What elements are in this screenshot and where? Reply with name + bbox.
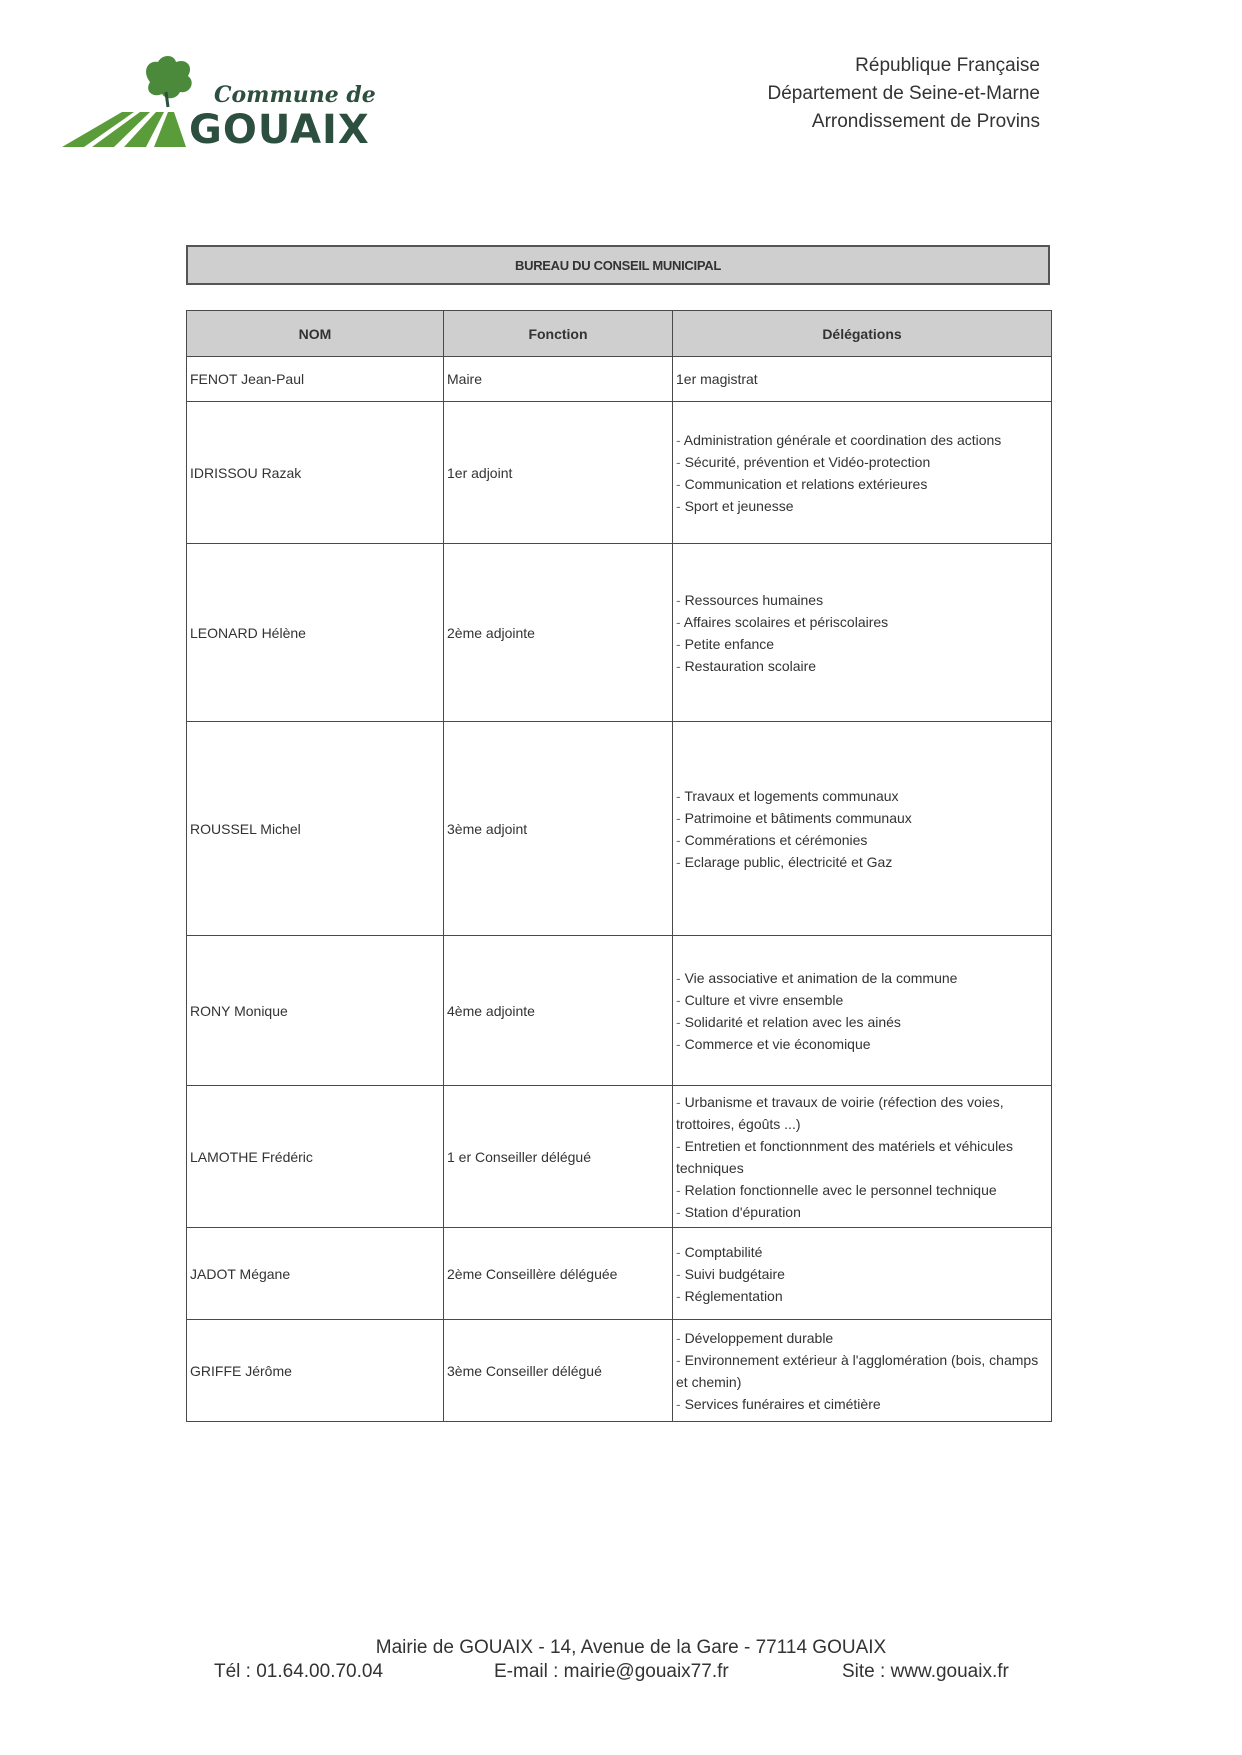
cell-nom: IDRISSOU Razak: [187, 402, 444, 544]
delegation-item: - Commérations et cérémonies: [676, 829, 1048, 851]
header-departement: Département de Seine-et-Marne: [767, 83, 1040, 104]
delegation-item: - Environnement extérieur à l'agglomération (bois, champs et chemin): [676, 1349, 1048, 1393]
logo-gouaix: GOUAIX: [189, 107, 370, 153]
delegation-list: [676, 429, 1048, 517]
table-row: [187, 722, 1052, 936]
column-header-fonction: Fonction: [444, 311, 673, 357]
footer-site: Site : www.gouaix.fr: [842, 1661, 1009, 1682]
cell-fonction: 1er adjoint: [444, 402, 673, 544]
delegation-item: - Affaires scolaires et périscolaires: [676, 611, 1048, 633]
delegation-item: - Relation fonctionnelle avec le personnel technique: [676, 1179, 1048, 1201]
cell-delegations: [673, 1320, 1052, 1422]
delegation-list: [676, 1241, 1048, 1307]
delegation-item: - Vie associative et animation de la commune: [676, 967, 1048, 989]
delegation-item: - Réglementation: [676, 1285, 1048, 1307]
cell-fonction: 1 er Conseiller délégué: [444, 1086, 673, 1228]
delegation-item: - Sécurité, prévention et Vidéo-protection: [676, 451, 1048, 473]
cell-delegations: [673, 402, 1052, 544]
delegation-list: [676, 589, 1048, 677]
cell-delegations: [673, 544, 1052, 722]
cell-nom: JADOT Mégane: [187, 1228, 444, 1320]
delegation-list: [676, 1327, 1048, 1415]
cell-fonction: Maire: [444, 357, 673, 402]
cell-delegations: [673, 1086, 1052, 1228]
administrative-header: [768, 52, 1040, 136]
delegation-item: - Station d'épuration: [676, 1201, 1048, 1223]
delegation-item: - Urbanisme et travaux de voirie (réfection des voies, trottoires, égoûts ...): [676, 1091, 1048, 1135]
delegation-item: - Petite enfance: [676, 633, 1048, 655]
table-body: [187, 357, 1052, 1422]
delegation-item: - Ressources humaines: [676, 589, 1048, 611]
footer-phone: Tél : 01.64.00.70.04: [214, 1661, 384, 1682]
cell-fonction: 2ème adjointe: [444, 544, 673, 722]
delegation-item: - Commerce et vie économique: [676, 1033, 1048, 1055]
table-row: [187, 357, 1052, 402]
document-title: BUREAU DU CONSEIL MUNICIPAL: [515, 257, 721, 273]
delegation-item: - Restauration scolaire: [676, 655, 1048, 677]
table-row: [187, 544, 1052, 722]
document-title-box: [186, 245, 1050, 285]
cell-nom: GRIFFE Jérôme: [187, 1320, 444, 1422]
delegation-item: - Suivi budgétaire: [676, 1263, 1048, 1285]
cell-nom: ROUSSEL Michel: [187, 722, 444, 936]
footer: [0, 1636, 1242, 1684]
delegation-list: [676, 785, 1048, 873]
delegation-list: [676, 967, 1048, 1055]
delegation-item: - Services funéraires et cimétière: [676, 1393, 1048, 1415]
header-arrondissement: Arrondissement de Provins: [811, 111, 1040, 132]
table-row: [187, 1320, 1052, 1422]
footer-email: E-mail : mairie@gouaix77.fr: [494, 1661, 729, 1682]
table-row: [187, 936, 1052, 1086]
delegation-item: - Travaux et logements communaux: [676, 785, 1048, 807]
cell-delegations: 1er magistrat: [673, 357, 1052, 402]
logo-commune-de: Commune de: [214, 82, 376, 108]
cell-nom: RONY Monique: [187, 936, 444, 1086]
cell-delegations: [673, 936, 1052, 1086]
cell-delegations: [673, 1228, 1052, 1320]
table-row: [187, 402, 1052, 544]
table-header-row: [187, 311, 1052, 357]
footer-contacts: [0, 1660, 1242, 1684]
cell-nom: FENOT Jean-Paul: [187, 357, 444, 402]
delegation-item: - Communication et relations extérieures: [676, 473, 1048, 495]
delegation-item: - Développement durable: [676, 1327, 1048, 1349]
delegation-item: - Entretien et fonctionnment des matériels et véhicules techniques: [676, 1135, 1048, 1179]
footer-address: Mairie de GOUAIX - 14, Avenue de la Gare - 77114 GOUAIX: [375, 1637, 887, 1658]
column-header-delegations: Délégations: [673, 311, 1052, 357]
delegation-item: - Administration générale et coordination des actions: [676, 429, 1048, 451]
delegation-list: [676, 1091, 1048, 1223]
cell-fonction: 4ème adjointe: [444, 936, 673, 1086]
delegation-item: - Eclarage public, électricité et Gaz: [676, 851, 1048, 873]
commune-logo: [62, 52, 392, 152]
cell-fonction: 3ème Conseiller délégué: [444, 1320, 673, 1422]
cell-fonction: 2ème Conseillère déléguée: [444, 1228, 673, 1320]
cell-delegations: [673, 722, 1052, 936]
table-row: [187, 1228, 1052, 1320]
column-header-nom: NOM: [187, 311, 444, 357]
cell-nom: LAMOTHE Frédéric: [187, 1086, 444, 1228]
cell-nom: LEONARD Hélène: [187, 544, 444, 722]
scan-mark: [82, 1330, 88, 1350]
bureau-table: [186, 310, 1052, 1422]
delegation-item: - Solidarité et relation avec les ainés: [676, 1011, 1048, 1033]
cell-fonction: 3ème adjoint: [444, 722, 673, 936]
table-row: [187, 1086, 1052, 1228]
delegation-item: - Patrimoine et bâtiments communaux: [676, 807, 1048, 829]
delegation-item: - Sport et jeunesse: [676, 495, 1048, 517]
delegation-item: - Comptabilité: [676, 1241, 1048, 1263]
delegation-item: - Culture et vivre ensemble: [676, 989, 1048, 1011]
header-republique: République Française: [855, 55, 1040, 76]
